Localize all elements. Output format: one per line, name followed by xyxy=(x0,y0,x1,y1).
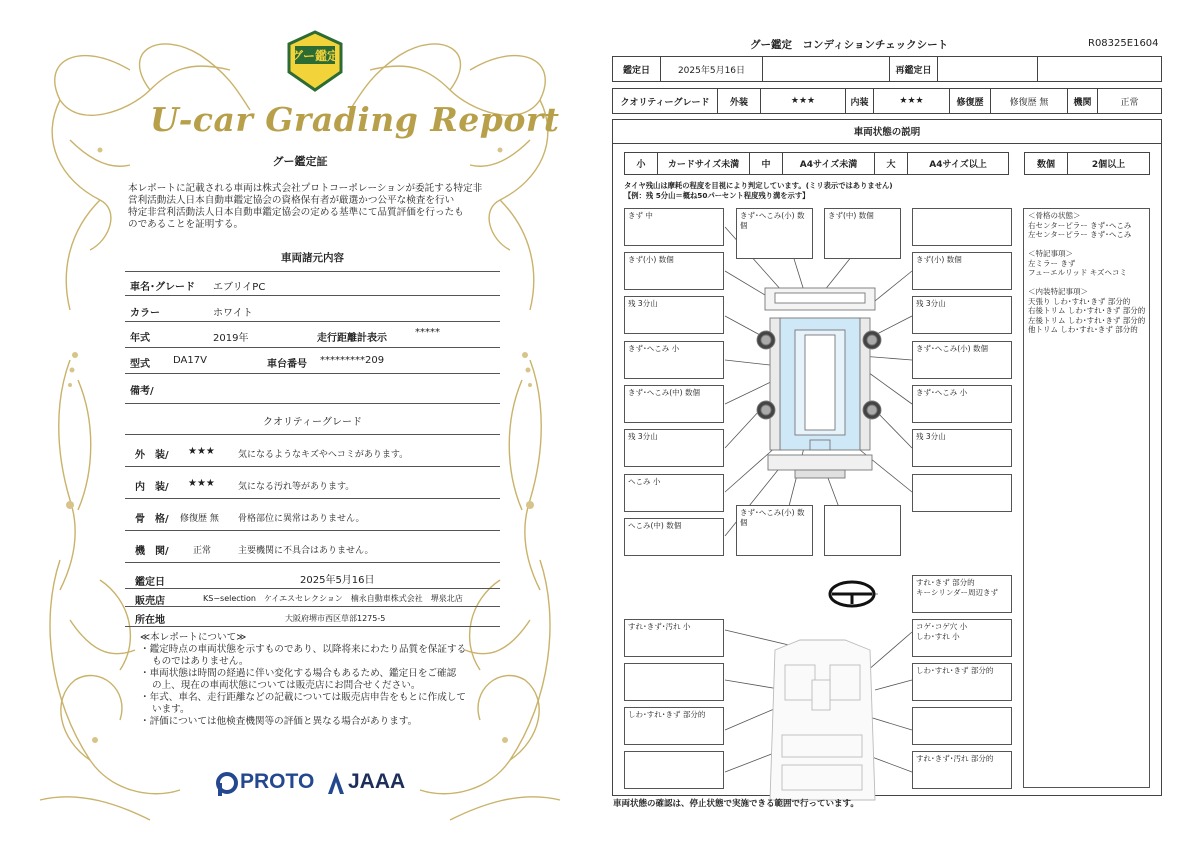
certificate-line: 営利活動法人日本自動車鑑定協会の資格保有者が厳選かつ公平な検査を行い xyxy=(128,195,455,206)
goo-kantei-logo xyxy=(285,30,345,92)
ext-note-box: きず 中 xyxy=(624,208,724,246)
interior-label: 内装 xyxy=(846,89,874,113)
side-panel-line: ＜特記事項＞ xyxy=(1028,249,1073,258)
steering-note-line: キーシリンダー周辺きず xyxy=(916,588,999,597)
ext-note-box: きず･へこみ(小) 数個 xyxy=(912,341,1012,379)
side-panel-line: 右後トリム しわ･すれ･きず 部分的 xyxy=(1028,306,1146,315)
year-row xyxy=(125,322,500,348)
interior-row xyxy=(125,467,500,499)
tire-note-line-1: タイヤ残山は摩耗の程度を目視により判定しています。(ミリ表示ではありません) xyxy=(624,181,893,190)
exterior-label: 外装 xyxy=(718,89,761,113)
interior-grade: ★★★ xyxy=(188,478,215,489)
ext-note-box: きず･へこみ 小 xyxy=(912,385,1012,423)
engine-label: 機 関/ xyxy=(135,546,169,557)
steering-note-line: すれ･きず 部分的 xyxy=(916,578,975,587)
date-row xyxy=(125,567,500,589)
int-note-box: しわ･すれ･きず 部分的 xyxy=(624,707,724,745)
size-small: 小 xyxy=(625,153,658,174)
condition-title: 車両状態の説明 xyxy=(612,119,1162,144)
side-panel-line: 他トリム しわ･すれ･きず 部分的 xyxy=(1028,325,1138,334)
remarks-row xyxy=(125,374,500,404)
certificate-body xyxy=(128,183,500,231)
chassis-value: *********209 xyxy=(320,355,385,366)
notice-line: ・鑑定時点の車両状態を示すものであり、以降将来にわたり品質を保証する xyxy=(140,644,467,655)
date-label: 鑑定日 xyxy=(135,577,165,588)
size-mid: 中 xyxy=(750,153,783,174)
frame-label: 骨 格/ xyxy=(135,514,169,525)
ext-note-box xyxy=(824,505,901,556)
count-desc: 2個以上 xyxy=(1091,160,1126,170)
proto-logo-icon xyxy=(215,771,239,797)
report-number: R08325E1604 xyxy=(1088,38,1159,49)
int-note-box xyxy=(624,663,724,701)
int-note-line: しわ･すれ 小 xyxy=(916,632,960,641)
exterior-row xyxy=(125,435,500,467)
date-label: 鑑定日 xyxy=(613,57,661,81)
sheet-title: グー鑑定 コンディションチェックシート xyxy=(750,39,949,51)
int-note-box: しわ･すれ･きず 部分的 xyxy=(912,663,1012,701)
car-name-value: エブリイPC xyxy=(213,282,266,293)
color-value: ホワイト xyxy=(213,308,253,319)
ext-note-box: きず(中) 数個 xyxy=(824,208,901,259)
size-mid-desc: A4サイズ未満 xyxy=(783,153,875,174)
interior-label: 内 装/ xyxy=(135,482,169,493)
int-note-box xyxy=(624,751,724,789)
side-panel-line: フューエルリッド キズヘコミ xyxy=(1028,268,1128,277)
remarks-side-panel xyxy=(1023,208,1150,788)
certificate-line: 特定非営利活動法人日本自動車鑑定協会の定める基準にて品質評価を行ったも xyxy=(128,207,464,218)
ext-note-box: きず･へこみ 小 xyxy=(624,341,724,379)
ext-note-box: へこみ 小 xyxy=(624,474,724,512)
repair-value: 修復歴 無 xyxy=(991,89,1068,113)
engine-label: 機関 xyxy=(1068,89,1098,113)
frame-comment: 骨格部位に異常はありません。 xyxy=(238,514,365,524)
model-row xyxy=(125,348,500,374)
dealer-row xyxy=(125,589,500,607)
exterior-value: ★★★ xyxy=(761,89,846,113)
ext-note-box: へこみ(中) 数個 xyxy=(624,518,724,556)
size-large-desc: A4サイズ以上 xyxy=(929,160,987,170)
notice-line: います。 xyxy=(152,704,190,715)
count-label: 数個 xyxy=(1025,153,1068,174)
steering-wheel-icon xyxy=(830,582,874,606)
side-panel-line xyxy=(1028,278,1145,288)
specs-heading: 車両諸元内容 xyxy=(281,252,344,264)
proto-logo-text: PROTO xyxy=(240,770,315,793)
ext-note-box xyxy=(912,474,1012,512)
exterior-grade: ★★★ xyxy=(188,446,215,457)
interior-value: ★★★ xyxy=(874,89,950,113)
int-note-box: すれ･きず･汚れ 小 xyxy=(624,619,724,657)
side-panel-line: 左後トリム しわ･すれ･きず 部分的 xyxy=(1028,315,1146,325)
remarks-label: 備考/ xyxy=(130,386,154,397)
tire-note-line-2: 【例：残 5分山＝概ね50パーセント程度残り溝を示す】 xyxy=(624,191,810,200)
side-panel-line: 左センターピラー きず･へこみ xyxy=(1028,230,1132,239)
notice-line: ・車両状態は時間の経過に伴い変化する場合もあるため、鑑定日をご確認 xyxy=(140,668,457,679)
ext-note-box: きず･へこみ(小) 数個 xyxy=(736,505,813,556)
side-panel-line xyxy=(1028,240,1145,250)
address-value: 大阪府堺市西区草部1275-5 xyxy=(285,614,386,623)
mileage-label: 走行距離計表示 xyxy=(317,333,387,344)
logo-text: グー鑑定 xyxy=(290,49,340,63)
notice-line: の上、現在の車両状態については販売店にお問合せください。 xyxy=(152,680,421,691)
notice-line: ・評価については他検査機関等の評価と異なる場合があります。 xyxy=(140,716,418,727)
side-panel-line: 天張り しわ･すれ･きず 部分的 xyxy=(1028,296,1131,306)
ext-note-box xyxy=(912,208,1012,246)
engine-comment: 主要機関に不具合はありません。 xyxy=(238,546,374,556)
car-name-label: 車名･グレード xyxy=(130,282,195,293)
certificate-line: のであることを証明する。 xyxy=(128,219,244,230)
reinspect-label: 再鑑定日 xyxy=(890,57,938,81)
engine-value: 正常 xyxy=(1120,97,1139,108)
notice-line: ・年式、車名、走行距離などの記載については販売店申告をもとに作成して xyxy=(140,692,466,703)
date-value: 2025年5月16日 xyxy=(661,57,763,81)
year-value: 2019年 xyxy=(213,333,249,344)
jaaa-logo-icon xyxy=(326,770,346,796)
side-panel-line: ＜骨格の状態＞ xyxy=(1028,211,1081,220)
car-name-row xyxy=(125,272,500,296)
side-panel-line: 左ミラー きず xyxy=(1028,258,1076,268)
quality-heading: クオリティーグレード xyxy=(263,417,362,428)
certificate-line: 本レポートに記載される車両は株式会社プロトコーポレーションが委託する特定非 xyxy=(128,183,483,194)
dealer-value: KS−selection ケイエスセレクション 楠永自動車株式会社 堺泉北店 xyxy=(203,594,463,603)
size-small-desc: カードサイズ未満 xyxy=(658,153,750,174)
condition-check-sheet xyxy=(600,0,1200,848)
certificate-title: グー鑑定証 xyxy=(272,155,328,168)
int-note-box: すれ･きず･汚れ 部分的 xyxy=(912,751,1012,789)
ext-note-box: きず･へこみ(小) 数個 xyxy=(736,208,813,259)
engine-grade: 正常 xyxy=(193,546,212,556)
color-label: カラー xyxy=(130,308,160,319)
size-large: 大 xyxy=(875,153,908,174)
frame-grade: 修復歴 無 xyxy=(180,514,219,524)
exterior-comment: 気になるようなキズやヘコミがあります。 xyxy=(238,450,409,460)
model-value: DA17V xyxy=(173,355,207,366)
chassis-label: 車台番号 xyxy=(267,359,307,370)
int-note-box xyxy=(912,619,1012,657)
ext-note-box: 残 3分山 xyxy=(624,296,724,334)
quality-label: クオリティーグレード xyxy=(613,89,718,113)
steering-note-box xyxy=(912,575,1012,613)
mileage-value: ***** xyxy=(415,327,440,338)
repair-label: 修復歴 xyxy=(950,89,991,113)
year-label: 年式 xyxy=(130,333,150,344)
footnote: 車両状態の確認は、停止状態で実施できる範囲で行っています。 xyxy=(613,799,859,809)
ext-note-box: きず･へこみ(中) 数個 xyxy=(624,385,724,423)
jaaa-logo-text: JAAA xyxy=(348,770,406,793)
notice-title: ≪本レポートについて≫ xyxy=(140,632,247,643)
address-label: 所在地 xyxy=(135,615,165,626)
date-value: 2025年5月16日 xyxy=(300,575,375,586)
ext-note-box: 残 3分山 xyxy=(912,429,1012,467)
ext-note-box: 残 3分山 xyxy=(912,296,1012,334)
color-row xyxy=(125,296,500,322)
address-row xyxy=(125,607,500,627)
int-note-box xyxy=(912,707,1012,745)
ext-note-box: きず(小) 数個 xyxy=(912,252,1012,290)
frame-row xyxy=(125,499,500,531)
engine-row xyxy=(125,531,500,563)
report-notice xyxy=(140,632,500,728)
ext-note-box: 残 3分山 xyxy=(624,429,724,467)
notice-line: ものではありません。 xyxy=(152,656,249,667)
model-label: 型式 xyxy=(130,359,150,370)
report-title: U-car Grading Report xyxy=(150,100,560,139)
side-panel-line: ＜内装特記事項＞ xyxy=(1028,287,1088,296)
side-panel-line: 右センターピラー きず･へこみ xyxy=(1028,220,1132,230)
exterior-label: 外 装/ xyxy=(135,450,169,461)
dealer-label: 販売店 xyxy=(135,596,165,607)
interior-comment: 気になる汚れ等があります。 xyxy=(238,482,355,492)
int-note-line: コゲ･コゲ穴 小 xyxy=(916,622,968,631)
ext-note-box: きず(小) 数個 xyxy=(624,252,724,290)
